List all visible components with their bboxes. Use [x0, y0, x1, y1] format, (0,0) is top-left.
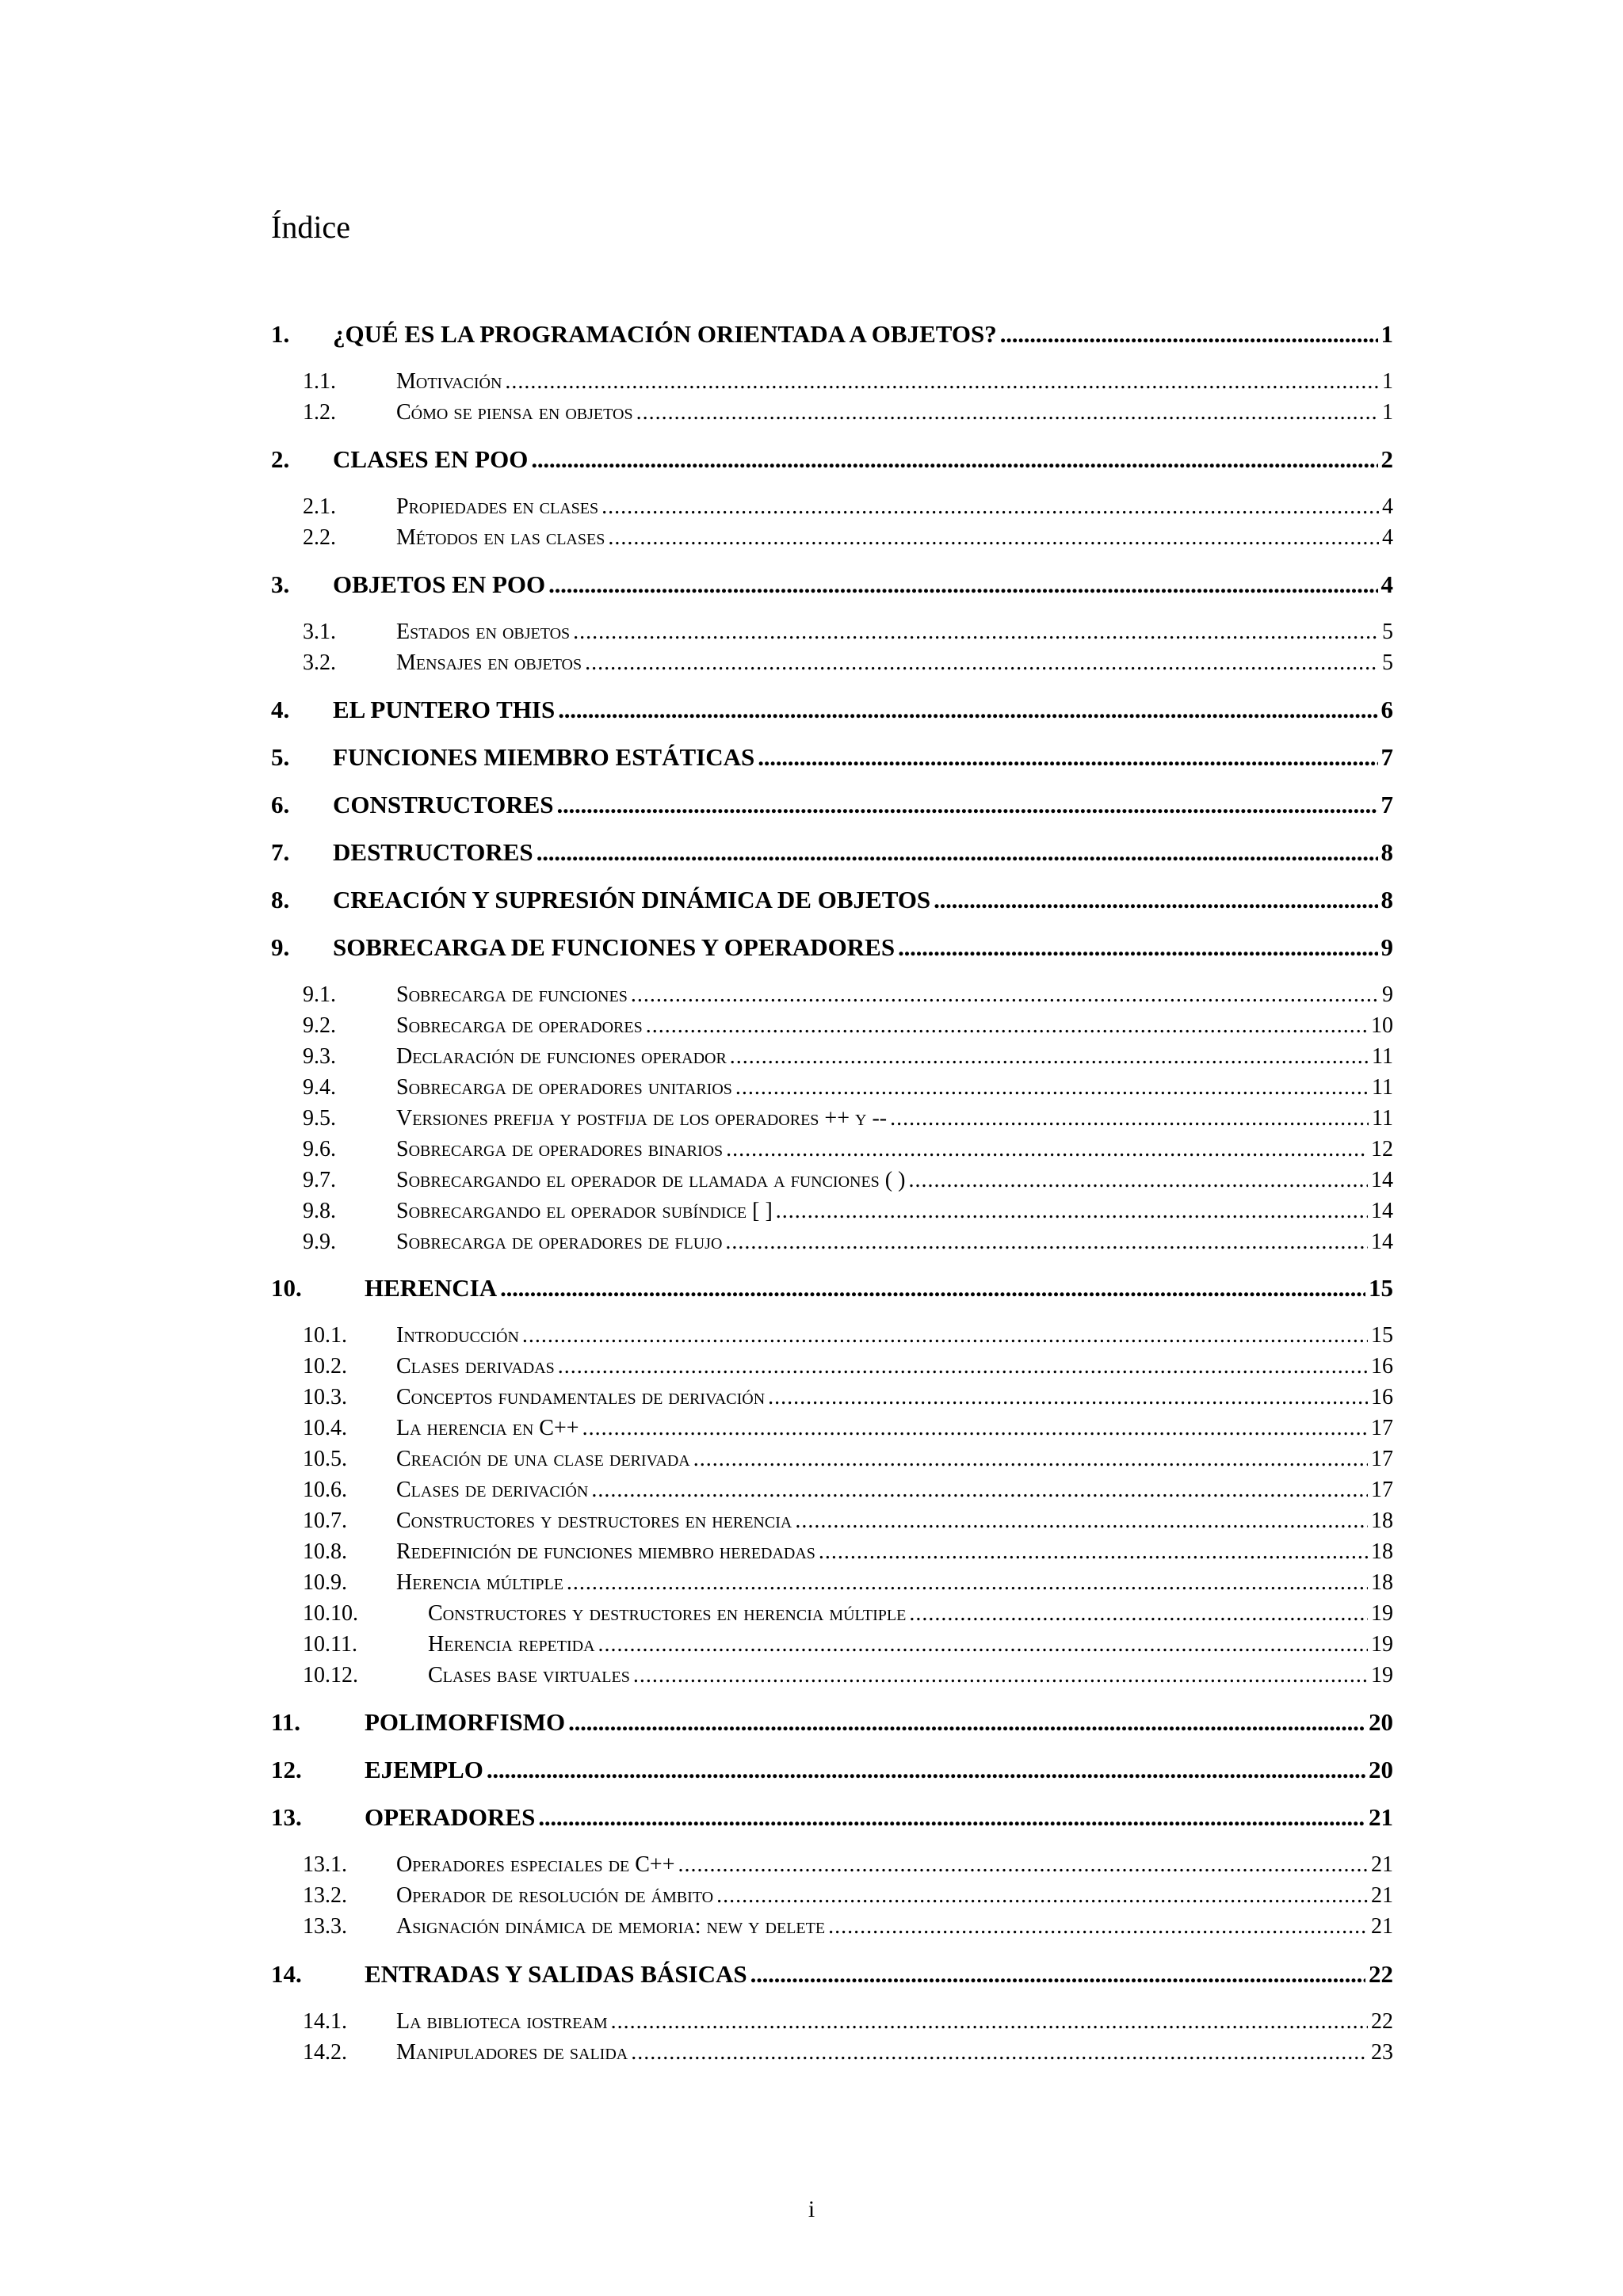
toc-text: OPERADORES [365, 1803, 536, 1831]
toc-text: ¿QUÉ ES LA PROGRAMACIÓN ORIENTADA A OBJETOS? [333, 320, 997, 348]
toc-number: 4. [271, 696, 290, 723]
toc-entry[interactable] [271, 1601, 1393, 1630]
toc-text: EJEMPLO [365, 1756, 483, 1783]
toc-page: 19 [1371, 1632, 1393, 1657]
dot-leader [608, 525, 1379, 551]
dot-leader [898, 933, 1377, 962]
toc-entry[interactable] [271, 1914, 1393, 1943]
dot-leader [558, 696, 1377, 724]
dot-leader [726, 1137, 1368, 1162]
dot-leader [631, 2040, 1368, 2065]
dot-leader [573, 620, 1379, 645]
toc-page: 17 [1371, 1416, 1393, 1440]
toc-entry[interactable] [271, 1570, 1393, 1599]
dot-leader [568, 1708, 1365, 1737]
toc-entry[interactable] [271, 743, 1393, 775]
toc-number: 3. [271, 570, 290, 598]
toc-page: 9 [1381, 933, 1393, 961]
toc-number: 9.9. [303, 1230, 336, 1254]
toc-text: La herencia en C++ [396, 1416, 579, 1440]
toc-entry[interactable] [271, 1756, 1393, 1787]
toc-text: Conceptos fundamentales de derivación [396, 1385, 766, 1409]
dot-leader [776, 1199, 1368, 1224]
toc-page: 6 [1381, 696, 1393, 723]
toc-page: 18 [1371, 1570, 1393, 1595]
toc-entry[interactable] [271, 1632, 1393, 1661]
toc-number: 9.8. [303, 1199, 336, 1223]
toc-page: 19 [1371, 1601, 1393, 1626]
dot-leader [505, 369, 1379, 395]
toc-text: Clases de derivación [396, 1478, 589, 1502]
toc-page: 15 [1369, 1274, 1393, 1302]
toc-text: CREACIÓN Y SUPRESIÓN DINÁMICA DE OBJETOS [333, 886, 931, 913]
toc-page: 7 [1381, 791, 1393, 818]
toc-number: 10.10. [303, 1601, 358, 1626]
toc-number: 10. [271, 1274, 302, 1302]
toc-page: 10 [1371, 1013, 1393, 1038]
toc-page: 8 [1381, 886, 1393, 913]
toc-entry[interactable] [271, 1508, 1393, 1537]
toc-entry[interactable] [271, 1663, 1393, 1691]
toc-page: 14 [1371, 1199, 1393, 1223]
dot-leader [611, 2009, 1368, 2035]
toc-page: 2 [1381, 445, 1393, 473]
dot-leader [557, 791, 1378, 819]
toc-entry[interactable] [271, 838, 1393, 870]
dot-leader [558, 1354, 1368, 1379]
toc-text: Clases derivadas [396, 1354, 555, 1379]
toc-page: 15 [1371, 1323, 1393, 1348]
toc-text: Sobrecarga de operadores [396, 1013, 643, 1038]
toc-entry[interactable] [271, 445, 1393, 477]
toc-text: CONSTRUCTORES [333, 791, 554, 818]
toc-number: 11. [271, 1708, 301, 1736]
toc-entry[interactable] [271, 1106, 1393, 1135]
toc-entry[interactable] [271, 2040, 1393, 2069]
dot-leader [631, 982, 1379, 1008]
toc-number: 9.2. [303, 1013, 336, 1038]
toc-text: Constructores y destructores en herencia múltiple [428, 1601, 907, 1626]
toc-entry[interactable] [271, 1708, 1393, 1740]
toc-page: 21 [1369, 1803, 1393, 1831]
toc-entry[interactable] [271, 1168, 1393, 1196]
toc-text: Constructores y destructores en herencia [396, 1508, 792, 1533]
toc-page: 1 [1381, 320, 1393, 348]
toc-text: Asignación dinámica de memoria: new y delete [396, 1914, 826, 1939]
toc-number: 13.2. [303, 1883, 347, 1908]
dot-leader [678, 1852, 1368, 1878]
toc-text: Operador de resolución de ámbito [396, 1883, 714, 1908]
toc-page: 11 [1372, 1106, 1393, 1131]
toc-text: Operadores especiales de C++ [396, 1852, 675, 1877]
dot-leader [890, 1106, 1369, 1131]
toc-entry[interactable] [271, 886, 1393, 917]
toc-entry[interactable] [271, 933, 1393, 965]
toc-text: Introducción [396, 1323, 519, 1348]
toc-page: 21 [1371, 1852, 1393, 1877]
toc-text: SOBRECARGA DE FUNCIONES Y OPERADORES [333, 933, 896, 961]
toc-number: 13. [271, 1803, 302, 1831]
dot-leader [795, 1508, 1368, 1534]
toc-entry[interactable] [271, 1478, 1393, 1506]
dot-leader [908, 1168, 1368, 1193]
toc-text: Herencia repetida [428, 1632, 595, 1657]
toc-page: 16 [1371, 1385, 1393, 1409]
dot-leader [693, 1447, 1368, 1472]
toc-entry[interactable] [271, 494, 1393, 523]
toc-number: 2.2. [303, 525, 336, 550]
toc-page: 4 [1382, 525, 1393, 550]
toc-text: Clases base virtuales [428, 1663, 630, 1688]
toc-number: 13.3. [303, 1914, 347, 1939]
toc-entry[interactable] [271, 369, 1393, 398]
toc-number: 2.1. [303, 494, 336, 519]
toc-text: HERENCIA [365, 1274, 498, 1302]
dot-leader [582, 1416, 1368, 1441]
toc-entry[interactable] [271, 1852, 1393, 1881]
toc-page: 11 [1372, 1044, 1393, 1069]
toc-entry[interactable] [271, 1230, 1393, 1258]
toc-number: 1. [271, 320, 290, 348]
toc-entry[interactable] [271, 570, 1393, 602]
toc-number: 5. [271, 743, 290, 771]
toc-text: Creación de una clase derivada [396, 1447, 690, 1471]
toc-number: 3.1. [303, 620, 336, 644]
dot-leader [548, 570, 1377, 599]
toc-page: 18 [1371, 1508, 1393, 1533]
toc-text: POLIMORFISMO [365, 1708, 566, 1736]
toc-number: 10.1. [303, 1323, 347, 1348]
toc-number: 10.4. [303, 1416, 347, 1440]
toc-text: Motivación [396, 369, 502, 394]
toc-page: 12 [1371, 1137, 1393, 1161]
toc-text: OBJETOS EN POO [333, 570, 546, 598]
toc-page: 22 [1369, 1960, 1393, 1988]
toc-text: Herencia múltiple [396, 1570, 563, 1595]
toc-entry[interactable] [271, 1354, 1393, 1383]
toc-text: La biblioteca iostream [396, 2009, 608, 2034]
toc-text: Cómo se piensa en objetos [396, 400, 633, 425]
toc-page: 14 [1371, 1230, 1393, 1254]
dot-leader [636, 400, 1379, 425]
toc-text: Redefinición de funciones miembro heredadas [396, 1539, 815, 1564]
toc-number: 13.1. [303, 1852, 347, 1877]
toc-number: 9.3. [303, 1044, 336, 1069]
toc-text: Sobrecarga de funciones [396, 982, 628, 1007]
toc-number: 10.2. [303, 1354, 347, 1379]
toc-text: Declaración de funciones operador [396, 1044, 727, 1069]
dot-leader [819, 1539, 1368, 1565]
dot-leader [828, 1914, 1368, 1939]
toc-number: 14.1. [303, 2009, 347, 2034]
toc-number: 1.1. [303, 369, 336, 394]
toc-number: 10.6. [303, 1478, 347, 1502]
toc-entry[interactable] [271, 1416, 1393, 1444]
toc-text: Sobrecargando el operador de llamada a funciones ( ) [396, 1168, 906, 1192]
toc-number: 12. [271, 1756, 302, 1783]
toc-text: Sobrecargando el operador subíndice [ ] [396, 1199, 773, 1223]
toc-number: 8. [271, 886, 290, 913]
toc-number: 10.5. [303, 1447, 347, 1471]
toc-entry[interactable] [271, 791, 1393, 822]
toc-text: Versiones prefija y postfija de los operadores ++ y -- [396, 1106, 888, 1131]
dot-leader [646, 1013, 1368, 1039]
toc-number: 14. [271, 1960, 302, 1988]
dot-leader [934, 886, 1377, 914]
dot-leader [538, 1803, 1365, 1832]
toc-entry[interactable] [271, 1960, 1393, 1992]
toc-page: 11 [1372, 1075, 1393, 1100]
toc-page: 22 [1371, 2009, 1393, 2034]
dot-leader [725, 1230, 1368, 1255]
toc-text: ENTRADAS Y SALIDAS BÁSICAS [365, 1960, 747, 1988]
dot-leader [500, 1274, 1365, 1302]
toc-number: 9.1. [303, 982, 336, 1007]
toc-number: 2. [271, 445, 290, 473]
page-number-footer: i [808, 2196, 815, 2222]
dot-leader [567, 1570, 1368, 1596]
toc-page: 1 [1382, 400, 1393, 425]
dot-leader [758, 743, 1377, 772]
toc-number: 10.12. [303, 1663, 358, 1688]
toc-text: Sobrecarga de operadores binarios [396, 1137, 724, 1161]
toc-entry[interactable] [271, 1274, 1393, 1306]
toc-entry[interactable] [271, 1323, 1393, 1352]
dot-leader [591, 1478, 1368, 1503]
toc-page: 1 [1382, 369, 1393, 394]
toc-page: 14 [1371, 1168, 1393, 1192]
toc-page: 16 [1371, 1354, 1393, 1379]
page-title: Índice [271, 209, 350, 245]
toc-number: 9.4. [303, 1075, 336, 1100]
toc-text: CLASES EN POO [333, 445, 529, 473]
toc-number: 9.7. [303, 1168, 336, 1192]
toc-entry[interactable] [271, 1044, 1393, 1073]
dot-leader [522, 1323, 1368, 1348]
toc-entry[interactable] [271, 320, 1393, 352]
dot-leader [487, 1756, 1365, 1784]
toc-page: 23 [1371, 2040, 1393, 2065]
toc-entry[interactable] [271, 1447, 1393, 1475]
toc-entry[interactable] [271, 1539, 1393, 1568]
toc-number: 10.7. [303, 1508, 347, 1533]
toc-entry[interactable] [271, 1803, 1393, 1835]
toc-entry[interactable] [271, 1013, 1393, 1042]
toc-number: 10.9. [303, 1570, 347, 1595]
dot-leader [750, 1960, 1365, 1989]
toc-text: DESTRUCTORES [333, 838, 533, 866]
toc-text: EL PUNTERO THIS [333, 696, 556, 723]
toc-page: 8 [1381, 838, 1393, 866]
toc-number: 1.2. [303, 400, 336, 425]
toc-entry[interactable] [271, 2009, 1393, 2038]
dot-leader [735, 1075, 1369, 1100]
toc-text: Sobrecarga de operadores unitarios [396, 1075, 732, 1100]
toc-page: 21 [1371, 1914, 1393, 1939]
toc-page: 20 [1369, 1756, 1393, 1783]
dot-leader [537, 838, 1378, 867]
dot-leader [768, 1385, 1368, 1410]
toc-number: 7. [271, 838, 290, 866]
toc-entry[interactable] [271, 1883, 1393, 1912]
toc-text: Estados en objetos [396, 620, 571, 644]
dot-leader [730, 1044, 1369, 1070]
toc-page: 4 [1382, 494, 1393, 519]
toc-entry[interactable] [271, 525, 1393, 554]
toc-page: 9 [1382, 982, 1393, 1007]
toc-text: Propiedades en clases [396, 494, 599, 519]
dot-leader [716, 1883, 1368, 1909]
toc-page: 5 [1382, 620, 1393, 644]
toc-page: 18 [1371, 1539, 1393, 1564]
dot-leader [909, 1601, 1368, 1627]
toc-entry[interactable] [271, 1385, 1393, 1413]
toc-page: 21 [1371, 1883, 1393, 1908]
toc-text: Mensajes en objetos [396, 650, 582, 675]
toc-number: 14.2. [303, 2040, 347, 2065]
toc-number: 10.11. [303, 1632, 357, 1657]
toc-text: Manipuladores de salida [396, 2040, 628, 2065]
toc-number: 3.2. [303, 650, 336, 675]
toc-page: 17 [1371, 1447, 1393, 1471]
dot-leader [601, 494, 1379, 520]
toc-number: 9.6. [303, 1137, 336, 1161]
toc-page: 19 [1371, 1663, 1393, 1688]
toc-entry[interactable] [271, 400, 1393, 429]
dot-leader [1000, 320, 1378, 349]
dot-leader [531, 445, 1377, 474]
toc-text: Sobrecarga de operadores de flujo [396, 1230, 723, 1254]
toc-number: 6. [271, 791, 290, 818]
toc-page: 4 [1381, 570, 1393, 598]
toc-page: 5 [1382, 650, 1393, 675]
toc-text: FUNCIONES MIEMBRO ESTÁTICAS [333, 743, 755, 771]
dot-leader [585, 650, 1379, 676]
toc-entry[interactable] [271, 982, 1393, 1011]
toc-entry[interactable] [271, 650, 1393, 679]
toc-number: 9. [271, 933, 290, 961]
toc-page: 20 [1369, 1708, 1393, 1736]
toc-text: Métodos en las clases [396, 525, 605, 550]
toc-entry[interactable] [271, 1075, 1393, 1104]
toc-number: 10.3. [303, 1385, 347, 1409]
dot-leader [598, 1632, 1368, 1657]
toc-entry[interactable] [271, 696, 1393, 727]
toc-entry[interactable] [271, 620, 1393, 648]
dot-leader [633, 1663, 1368, 1688]
toc-number: 9.5. [303, 1106, 336, 1131]
toc-number: 10.8. [303, 1539, 347, 1564]
toc-entry[interactable] [271, 1137, 1393, 1165]
toc-page: 17 [1371, 1478, 1393, 1502]
toc-page: 7 [1381, 743, 1393, 771]
toc-entry[interactable] [271, 1199, 1393, 1227]
